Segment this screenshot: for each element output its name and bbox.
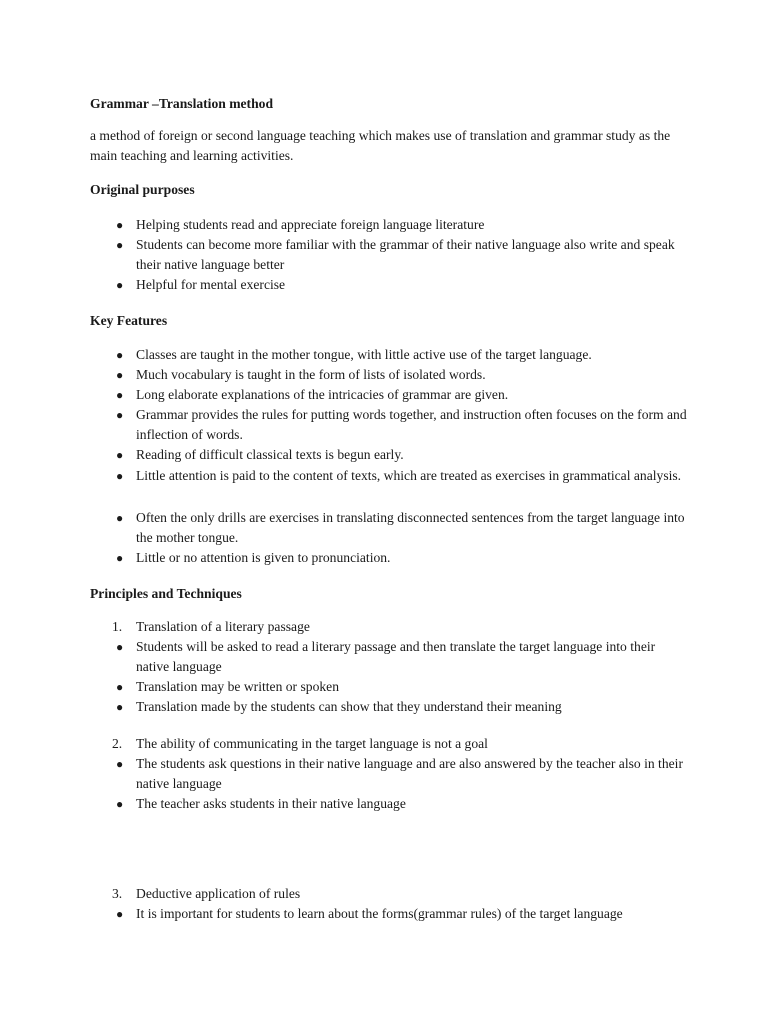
key-features-list [90, 345, 690, 570]
list-item-text: Helping students read and appreciate foreign language literature [136, 217, 485, 232]
principle-group-2 [90, 734, 690, 814]
bullet-icon: ● [116, 680, 124, 694]
numbered-item-text: Deductive application of rules [136, 886, 301, 901]
list-item-text: Often the only drills are exercises in translating disconnected sentences from the target language into the mother tongue. [136, 510, 685, 545]
principle-group-1 [90, 617, 690, 717]
bullet-icon: ● [116, 278, 124, 292]
list-item-text: Students can become more familiar with the grammar of their native language also write and speak their native language better [136, 237, 675, 272]
principle-group-3 [90, 884, 690, 924]
principles-heading: Principles and Techniques [90, 586, 242, 601]
bullet-icon: ● [116, 551, 124, 565]
list-item-text: Helpful for mental exercise [136, 277, 286, 292]
bullet-icon: ● [116, 797, 124, 811]
list-item-text: Translation made by the students can show that they understand their meaning [136, 699, 562, 714]
numbered-item-text: Translation of a literary passage [136, 619, 310, 634]
numbered-item-text: The ability of communicating in the target language is not a goal [136, 736, 488, 751]
list-item-text: Grammar provides the rules for putting words together, and instruction often focuses on the form and inflection of words. [136, 407, 687, 442]
document-title: Grammar –Translation method [90, 96, 274, 111]
bullet-icon: ● [116, 511, 124, 525]
bullet-icon: ● [116, 388, 124, 402]
list-item-text: Reading of difficult classical texts is begun early. [136, 447, 404, 462]
bullet-icon: ● [116, 218, 124, 232]
list-item-text: Much vocabulary is taught in the form of lists of isolated words. [136, 367, 486, 382]
bullet-icon: ● [116, 238, 124, 252]
bullet-icon: ● [116, 907, 124, 921]
bullet-icon: ● [116, 368, 124, 382]
bullet-icon: ● [116, 640, 124, 654]
list-item-text: The teacher asks students in their native language [136, 796, 406, 811]
original-purposes-heading: Original purposes [90, 182, 195, 197]
item-number: 3. [112, 886, 123, 901]
bullet-icon: ● [116, 469, 124, 483]
list-item-text: Little or no attention is given to pronunciation. [136, 550, 391, 565]
key-features-heading: Key Features [90, 313, 168, 328]
item-number: 2. [112, 736, 123, 751]
bullet-icon: ● [116, 700, 124, 714]
intro-paragraph: a method of foreign or second language teaching which makes use of translation and grammar study as the main teaching and learning activities. [90, 128, 671, 163]
list-item-text: Translation may be written or spoken [136, 679, 339, 694]
list-item-text: The students ask questions in their native language and are also answered by the teacher also in their native language [136, 756, 683, 791]
list-item-text: It is important for students to learn about the forms(grammar rules) of the target language [136, 906, 623, 921]
bullet-icon: ● [116, 448, 124, 462]
list-item-text: Little attention is paid to the content of texts, which are treated as exercises in grammatical analysis. [136, 468, 682, 483]
bullet-icon: ● [116, 757, 124, 771]
bullet-icon: ● [116, 408, 124, 422]
item-number: 1. [112, 619, 123, 634]
bullet-icon: ● [116, 348, 124, 362]
original-purposes-list [90, 215, 690, 295]
list-item-text: Long elaborate explanations of the intricacies of grammar are given. [136, 387, 509, 402]
list-item-text: Classes are taught in the mother tongue, with little active use of the target language. [136, 347, 592, 362]
list-item-text: Students will be asked to read a literary passage and then translate the target language into their native language [136, 639, 656, 674]
